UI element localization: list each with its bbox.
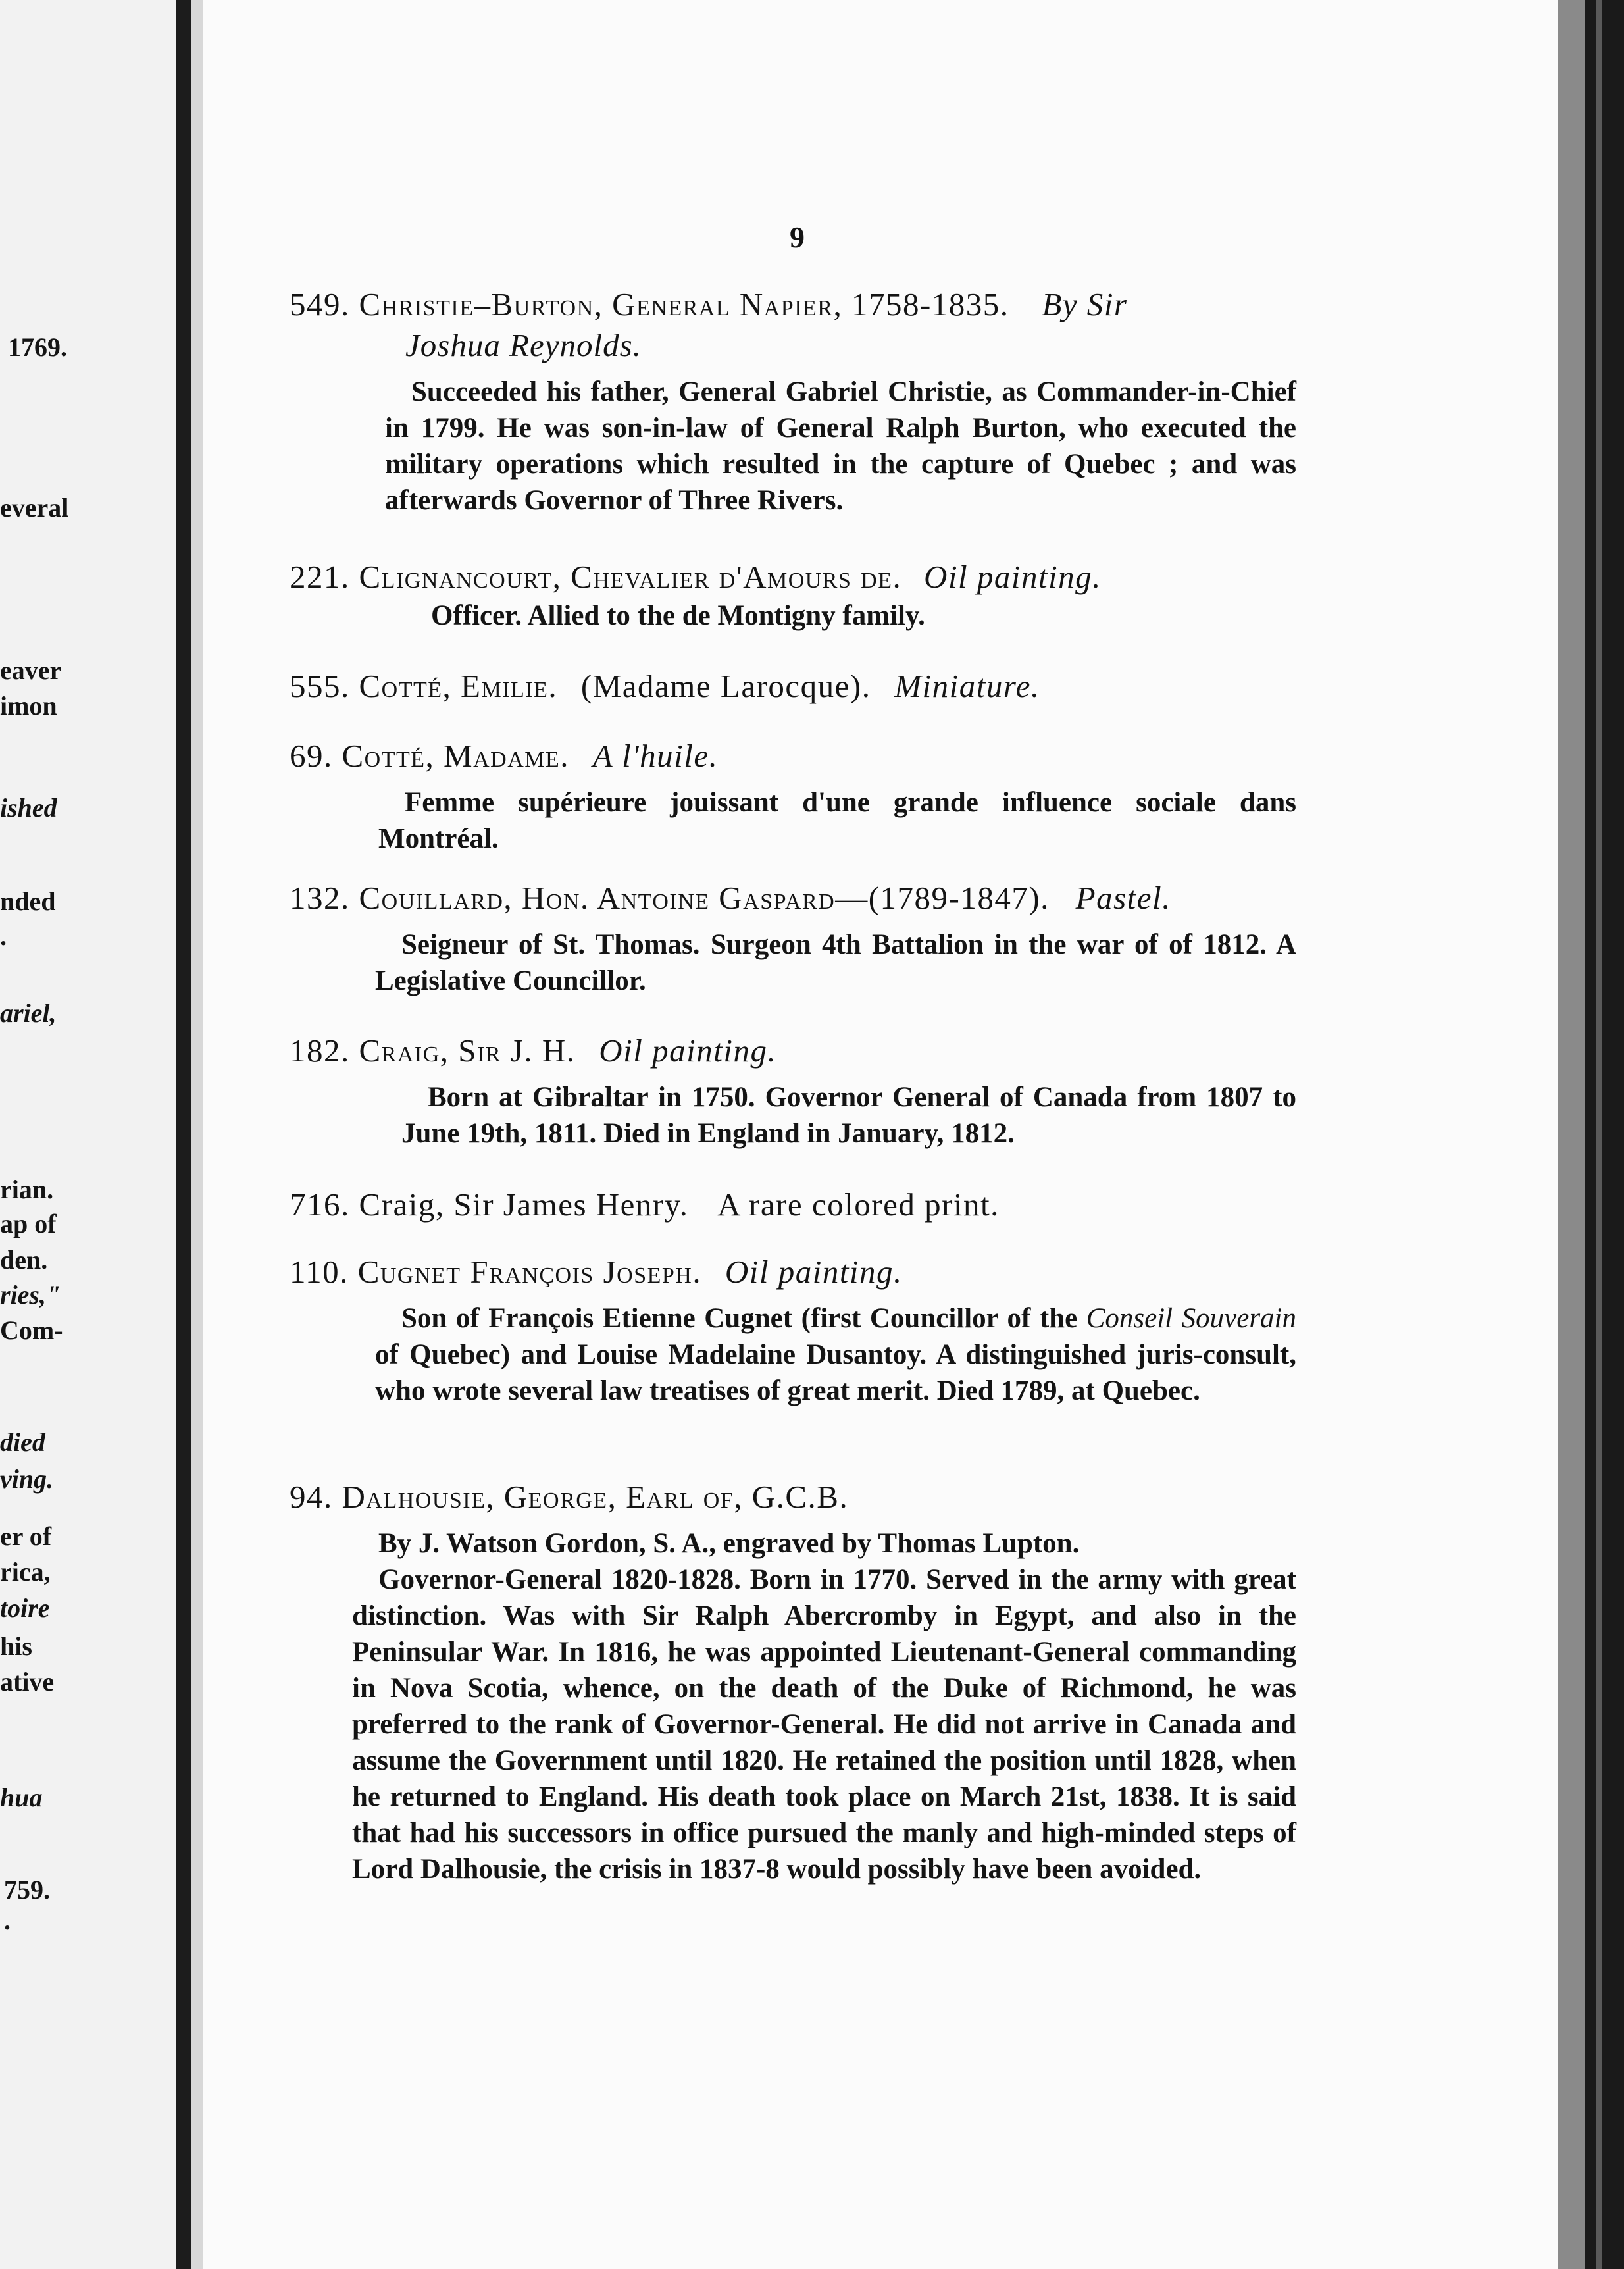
left-page-fragment: ished <box>0 793 57 823</box>
entry-heading <box>290 1252 1316 1292</box>
entry-description <box>290 598 1316 634</box>
entry-medium: Pastel. <box>1075 880 1171 916</box>
entry-medium: Oil painting. <box>923 559 1102 595</box>
left-page-fragment: ries," <box>0 1280 61 1310</box>
description-paragraph: Officer. Allied to the de Montigny family. <box>431 600 925 631</box>
left-page-fragment: rian. <box>0 1175 54 1204</box>
description-paragraph: Femme supérieure jouissant d'une grande influence sociale dans Montréal. <box>378 787 1296 854</box>
entry-heading <box>290 284 1316 325</box>
catalogue-entry <box>290 1477 1316 1887</box>
entry-name: Dalhousie, George, Earl of, G.C.B. <box>342 1479 849 1515</box>
catalogue-entry <box>290 666 1316 707</box>
description-text: of Quebec) and Louise Madelaine Dusantoy. A distinguished juris-consult, who wrote several law treatises of great merit. Died 1789, at Quebec. <box>375 1339 1296 1406</box>
entry-number: 94. <box>290 1479 333 1515</box>
description-paragraph: Born at Gibraltar in 1750. Governor General of Canada from 1807 to June 19th, 1811. Died in England in January, 1812. <box>401 1082 1296 1149</box>
entry-medium: Oil painting. <box>599 1033 777 1069</box>
left-page-fragment: ap of <box>0 1209 57 1238</box>
entry-number: 716. <box>290 1186 350 1223</box>
entry-heading <box>290 1185 1316 1225</box>
entry-description <box>290 1300 1316 1409</box>
left-page-fragment: ariel, <box>0 998 57 1028</box>
entry-number: 132. <box>290 880 350 916</box>
page-edge-shadow <box>1558 0 1585 2269</box>
entry-name: Christie–Burton, General Napier, <box>359 286 843 322</box>
scanner-edge <box>1585 0 1624 2269</box>
left-page-fragment: toire <box>0 1593 50 1623</box>
entry-description <box>290 1079 1316 1152</box>
description-paragraph: Seigneur of St. Thomas. Surgeon 4th Battalion in the war of of 1812. A Legislative Councillor. <box>375 929 1296 996</box>
description-paragraph: Succeeded his father, General Gabriel Christie, as Commander-in-Chief in 1799. He was son-in-law of General Ralph Burton, who executed the military operations which resulted in the capture of Quebec ; and was afterwards Governor of Three Rivers. <box>385 376 1296 516</box>
left-page-fragment: his <box>0 1631 32 1661</box>
entry-number: 549. <box>290 286 350 322</box>
left-page-fragment: rica, <box>0 1557 51 1587</box>
left-page-fragment: eaver <box>0 655 62 685</box>
entry-heading-continuation: Joshua Reynolds. <box>405 327 642 363</box>
entry-medium: Oil painting. <box>724 1254 903 1290</box>
entry-medium: A rare colored print. <box>717 1186 1000 1223</box>
left-page-fragment: . <box>0 921 7 951</box>
entry-medium: By Sir <box>1042 286 1128 322</box>
left-page-fragment: 1769. <box>8 332 67 362</box>
entry-dates: (Madame Larocque). <box>580 668 871 704</box>
left-page-fragment: den. <box>0 1245 48 1275</box>
catalogue-entry <box>290 1185 1316 1225</box>
left-page-fragment: nded <box>0 886 56 916</box>
left-page-margin <box>0 0 176 2269</box>
description-italic-term: Conseil Souverain <box>1086 1303 1296 1334</box>
entry-description <box>290 927 1316 999</box>
left-page-fragment: ving. <box>0 1464 54 1494</box>
entry-heading <box>290 1477 1316 1517</box>
description-text: Son of François Etienne Cugnet (first Councillor of the <box>401 1303 1086 1334</box>
entry-medium: A l'huile. <box>592 738 719 774</box>
gutter <box>191 0 203 2269</box>
entry-number: 555. <box>290 668 350 704</box>
book-spine-shadow <box>176 0 191 2269</box>
catalogue-entry <box>290 1252 1316 1409</box>
catalogue-entry <box>290 736 1316 857</box>
left-page-fragment: 759. <box>4 1875 50 1904</box>
entry-medium: Miniature. <box>894 668 1040 704</box>
entry-dates: (1789-1847). <box>868 880 1050 916</box>
left-page-fragment: imon <box>0 691 57 721</box>
entry-dates: 1758-1835. <box>851 286 1009 322</box>
entry-heading <box>290 736 1316 777</box>
page-number: 9 <box>790 220 805 254</box>
entry-number: 221. <box>290 559 350 595</box>
left-page-fragment: died <box>0 1427 45 1457</box>
entry-heading <box>290 1031 1316 1071</box>
entry-description <box>290 784 1316 857</box>
left-page-fragment: ative <box>0 1667 55 1696</box>
entry-heading <box>290 666 1316 707</box>
catalogue-entry <box>290 284 1316 519</box>
entry-number: 182. <box>290 1033 350 1069</box>
entry-name: Cotté, Emilie. <box>359 668 558 704</box>
entry-name: Cugnet François Joseph. <box>357 1254 702 1290</box>
description-paragraph: By J. Watson Gordon, S. A., engraved by Thomas Lupton. <box>378 1528 1080 1559</box>
entry-number: 110. <box>290 1254 349 1290</box>
catalogue-entry <box>290 1031 1316 1152</box>
entry-number: 69. <box>290 738 333 774</box>
entry-heading <box>290 557 1316 598</box>
entry-name: Clignancourt, Chevalier d'Amours de. <box>359 559 902 595</box>
left-page-fragment: . <box>4 1906 11 1935</box>
left-page-fragment: Com- <box>0 1315 63 1345</box>
entry-description <box>290 374 1316 519</box>
entry-name: Cotté, Madame. <box>342 738 570 774</box>
description-paragraph <box>375 1300 1296 1409</box>
catalogue-entry <box>290 557 1316 634</box>
left-page-fragment: hua <box>0 1783 43 1812</box>
catalogue-entry <box>290 878 1316 999</box>
left-page-fragment: er of <box>0 1521 52 1551</box>
entry-name: Couillard, Hon. Antoine Gaspard— <box>359 880 869 916</box>
left-page-fragment: everal <box>0 493 69 523</box>
entry-description <box>290 1525 1316 1887</box>
entry-name: Craig, Sir J. H. <box>359 1033 576 1069</box>
entry-heading <box>290 878 1316 919</box>
description-paragraph: Governor-General 1820-1828. Born in 1770. Served in the army with great distinction. Was with Sir Ralph Abercromby in Egypt, and also in the Peninsular War. In 1816, he was appointed Lieutenant-General commanding in Nova Scotia, whence, on the death of the Duke of Richmond, he was preferred to the rank of Governor-General. He did not arrive in Canada and assume the Government until 1820. He retained the position until 1828, when he returned to England. His death took place on March 21st, 1838. It is said that had his successors in office pursued the manly and high-minded steps of Lord Dalhousie, the crisis in 1837-8 would possibly have been avoided. <box>352 1564 1296 1885</box>
entry-name: Craig, Sir James Henry. <box>359 1186 689 1223</box>
